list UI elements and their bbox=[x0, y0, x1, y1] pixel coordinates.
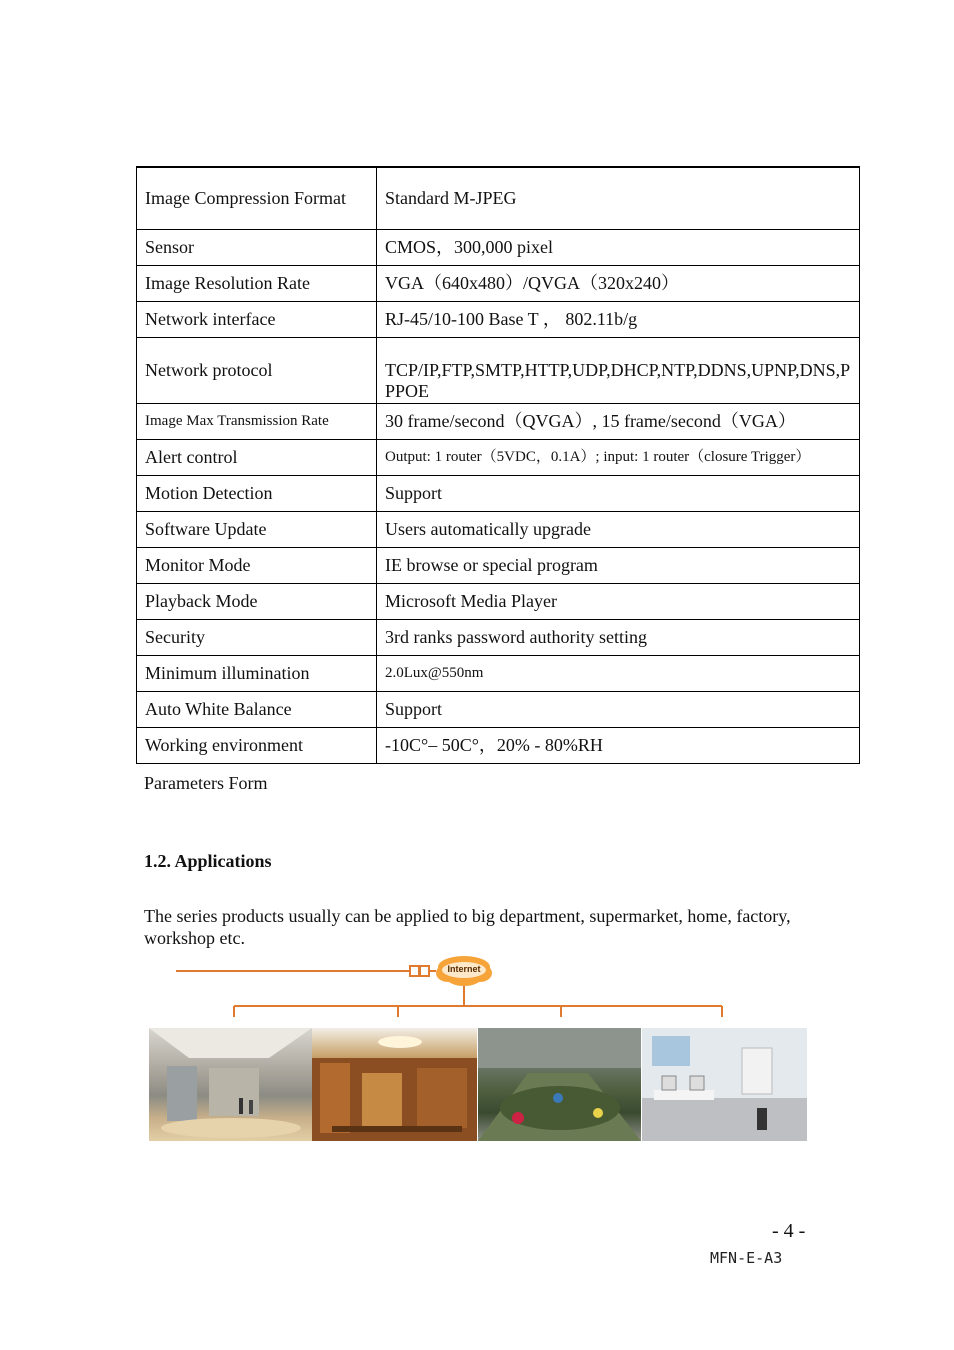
param-value: TCP/IP,FTP,SMTP,HTTP,UDP,DHCP,NTP,DDNS,UPNP,DNS,PPPOE bbox=[377, 337, 860, 403]
page-number: - 4 - bbox=[772, 1220, 806, 1242]
table-row bbox=[137, 547, 860, 583]
param-key: Sensor bbox=[137, 229, 377, 265]
param-key: Motion Detection bbox=[137, 475, 377, 511]
table-row bbox=[137, 403, 860, 439]
table-row bbox=[137, 619, 860, 655]
document-code: MFN-E-A3 bbox=[710, 1249, 783, 1267]
param-value: CMOS，300,000 pixel bbox=[377, 229, 860, 265]
param-value: Microsoft Media Player bbox=[377, 583, 860, 619]
router-icon bbox=[410, 966, 419, 976]
param-key: Network protocol bbox=[137, 337, 377, 403]
network-application-diagram bbox=[148, 955, 810, 1145]
office-photo bbox=[642, 1028, 807, 1141]
param-key: Alert control bbox=[137, 439, 377, 475]
table-row bbox=[137, 265, 860, 301]
param-value: RJ-45/10-100 Base T ， 802.11b/g bbox=[377, 301, 860, 337]
param-key: Image Resolution Rate bbox=[137, 265, 377, 301]
table-caption: Parameters Form bbox=[144, 773, 268, 793]
param-value: Standard M-JPEG bbox=[377, 167, 860, 229]
param-key: Minimum illumination bbox=[137, 655, 377, 691]
table-row bbox=[137, 691, 860, 727]
section-heading: 1.2. Applications bbox=[144, 851, 272, 871]
param-key: Network interface bbox=[137, 301, 377, 337]
table-row bbox=[137, 167, 860, 229]
table-row bbox=[137, 229, 860, 265]
table-row bbox=[137, 583, 860, 619]
library-photo bbox=[312, 1028, 477, 1141]
parameters-table bbox=[136, 166, 860, 764]
table-row bbox=[137, 511, 860, 547]
camera-node-icon bbox=[420, 966, 429, 976]
param-value: IE browse or special program bbox=[377, 547, 860, 583]
param-value: Output: 1 router（5VDC，0.1A）; input: 1 router（closure Trigger） bbox=[377, 439, 860, 475]
param-value: -10C°– 50C°，20% - 80%RH bbox=[377, 727, 860, 763]
supermarket-photo bbox=[478, 1028, 641, 1141]
internet-label: Internet bbox=[447, 964, 481, 974]
table-row bbox=[137, 439, 860, 475]
param-value: 2.0Lux@550nm bbox=[377, 655, 860, 691]
param-key: Security bbox=[137, 619, 377, 655]
table-row bbox=[137, 475, 860, 511]
param-value: 3rd ranks password authority setting bbox=[377, 619, 860, 655]
param-value: VGA（640x480）/QVGA（320x240） bbox=[377, 265, 860, 301]
param-value: Users automatically upgrade bbox=[377, 511, 860, 547]
param-key: Playback Mode bbox=[137, 583, 377, 619]
param-key: Image Max Transmission Rate bbox=[137, 403, 377, 439]
param-value: Support bbox=[377, 475, 860, 511]
param-key: Auto White Balance bbox=[137, 691, 377, 727]
param-key: Image Compression Format bbox=[137, 167, 377, 229]
table-row bbox=[137, 337, 860, 403]
table-row bbox=[137, 727, 860, 763]
param-value: 30 frame/second（QVGA）, 15 frame/second（VGA） bbox=[377, 403, 860, 439]
param-key: Software Update bbox=[137, 511, 377, 547]
table-row bbox=[137, 301, 860, 337]
param-key: Working environment bbox=[137, 727, 377, 763]
department-store-photo bbox=[149, 1028, 312, 1141]
param-value: Support bbox=[377, 691, 860, 727]
applications-paragraph: The series products usually can be applied to big department, supermarket, home, factory, workshop etc. bbox=[144, 906, 791, 948]
param-key: Monitor Mode bbox=[137, 547, 377, 583]
table-row bbox=[137, 655, 860, 691]
